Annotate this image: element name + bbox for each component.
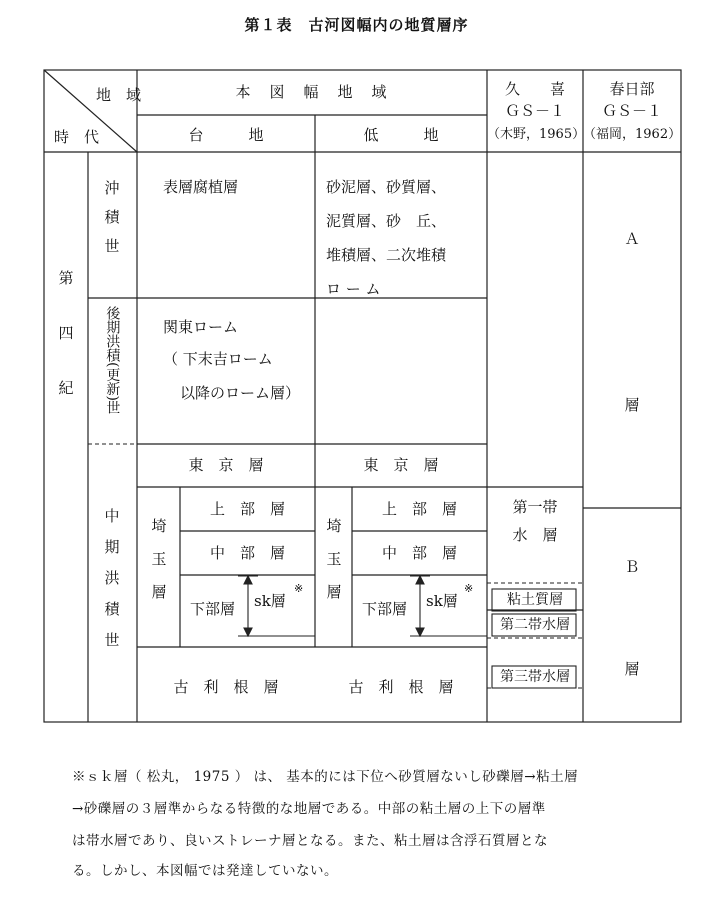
cell-alluvial-lowland-4: ロ ー ム xyxy=(326,280,381,298)
cell-middle-lowland: 中 部 層 xyxy=(381,544,457,562)
header-kasukabe-code: ＧＳ－１ xyxy=(601,102,662,120)
sk-mark-plateau: ※ xyxy=(294,582,304,595)
note-line-3: は帯水層であり、良いストレーナ層となる。また、粘土層は含浮石質層とな xyxy=(72,833,548,849)
note-line-2: →砂礫層の３層準からなる特徴的な地層である。中部の粘土層の上下の層準 xyxy=(72,801,546,817)
cell-kanto-loam-1: 関東ローム xyxy=(163,318,239,336)
cell-sk-lowland: sk層 xyxy=(426,592,458,610)
note-line-1: ※ｓｋ層（ 松丸， 1975 ） は、 基本的には下位へ砂質層ないし砂礫層→粘土層 xyxy=(72,769,579,785)
cell-kotone-lowland: 古 利 根 層 xyxy=(348,678,454,696)
cell-alluvial-lowland-2: 泥質層、砂 丘、 xyxy=(326,212,447,230)
cell-lower-lowland: 下部層 xyxy=(362,600,408,618)
cell-tokyo-lowland: 東 京 層 xyxy=(363,456,439,474)
cell-kuki-clay: 粘土質層 xyxy=(507,592,563,608)
cell-middle-plateau: 中 部 層 xyxy=(209,544,285,562)
header-plateau: 台 地 xyxy=(188,126,264,144)
cell-kasukabe-a-layer: 層 xyxy=(624,396,640,414)
header-kuki-code: ＧＳ－１ xyxy=(504,102,565,120)
header-lowland: 低 地 xyxy=(363,126,439,144)
cell-sk-plateau: sk層 xyxy=(254,592,286,610)
cell-upper-plateau: 上 部 層 xyxy=(209,500,285,518)
cell-kanto-loam-3: 以降のローム層） xyxy=(180,384,301,402)
epoch-late-pleistocene: 後期洪積(更新)世 xyxy=(104,306,121,415)
header-kasukabe-name: 春日部 xyxy=(609,80,655,98)
epoch-alluvial: 沖積世 xyxy=(102,180,121,267)
cell-kotone-plateau: 古 利 根 層 xyxy=(173,678,279,696)
cell-alluvial-plateau: 表層腐植層 xyxy=(163,178,239,196)
period-label: 第四紀 xyxy=(56,270,75,435)
cell-kuki-aquifer1-1: 第一帯 xyxy=(512,498,558,516)
table-border xyxy=(44,70,681,722)
header-kasukabe-ref: （福岡，1962） xyxy=(583,127,682,142)
cell-kasukabe-b: Ｂ xyxy=(624,558,640,576)
sk-mark-lowland: ※ xyxy=(464,582,474,595)
cell-saitama-lowland: 埼玉層 xyxy=(324,518,343,617)
cell-kuki-aquifer2: 第二帯水層 xyxy=(500,617,570,633)
note-line-4: る。しかし、本図幅では発達していない。 xyxy=(72,863,338,879)
cell-upper-lowland: 上 部 層 xyxy=(381,500,457,518)
header-kuki-ref: （木野，1965） xyxy=(487,127,586,142)
cell-kasukabe-a: Ａ xyxy=(624,230,640,248)
cell-lower-plateau: 下部層 xyxy=(190,600,236,618)
header-main-region: 本 図 幅 地 域 xyxy=(235,83,389,101)
header-era-label: 時 代 xyxy=(54,128,100,146)
cell-kanto-loam-2: （ 下末吉ローム xyxy=(163,350,273,368)
header-region-label: 地 域 xyxy=(96,86,142,104)
cell-kuki-aquifer3: 第三帯水層 xyxy=(500,669,570,685)
cell-saitama-plateau: 埼玉層 xyxy=(149,518,168,617)
cell-tokyo-plateau: 東 京 層 xyxy=(188,456,264,474)
header-kuki-name: 久 喜 xyxy=(504,80,565,98)
cell-kasukabe-b-layer: 層 xyxy=(624,660,640,678)
cell-alluvial-lowland-3: 堆積層、二次堆積 xyxy=(326,246,447,264)
table-title: 第１表 古河図幅内の地質層序 xyxy=(244,16,469,34)
cell-alluvial-lowland-1: 砂泥層、砂質層、 xyxy=(326,178,447,196)
epoch-middle-pleistocene: 中期洪積世 xyxy=(102,508,121,663)
cell-kuki-aquifer1-2: 水 層 xyxy=(512,526,558,544)
